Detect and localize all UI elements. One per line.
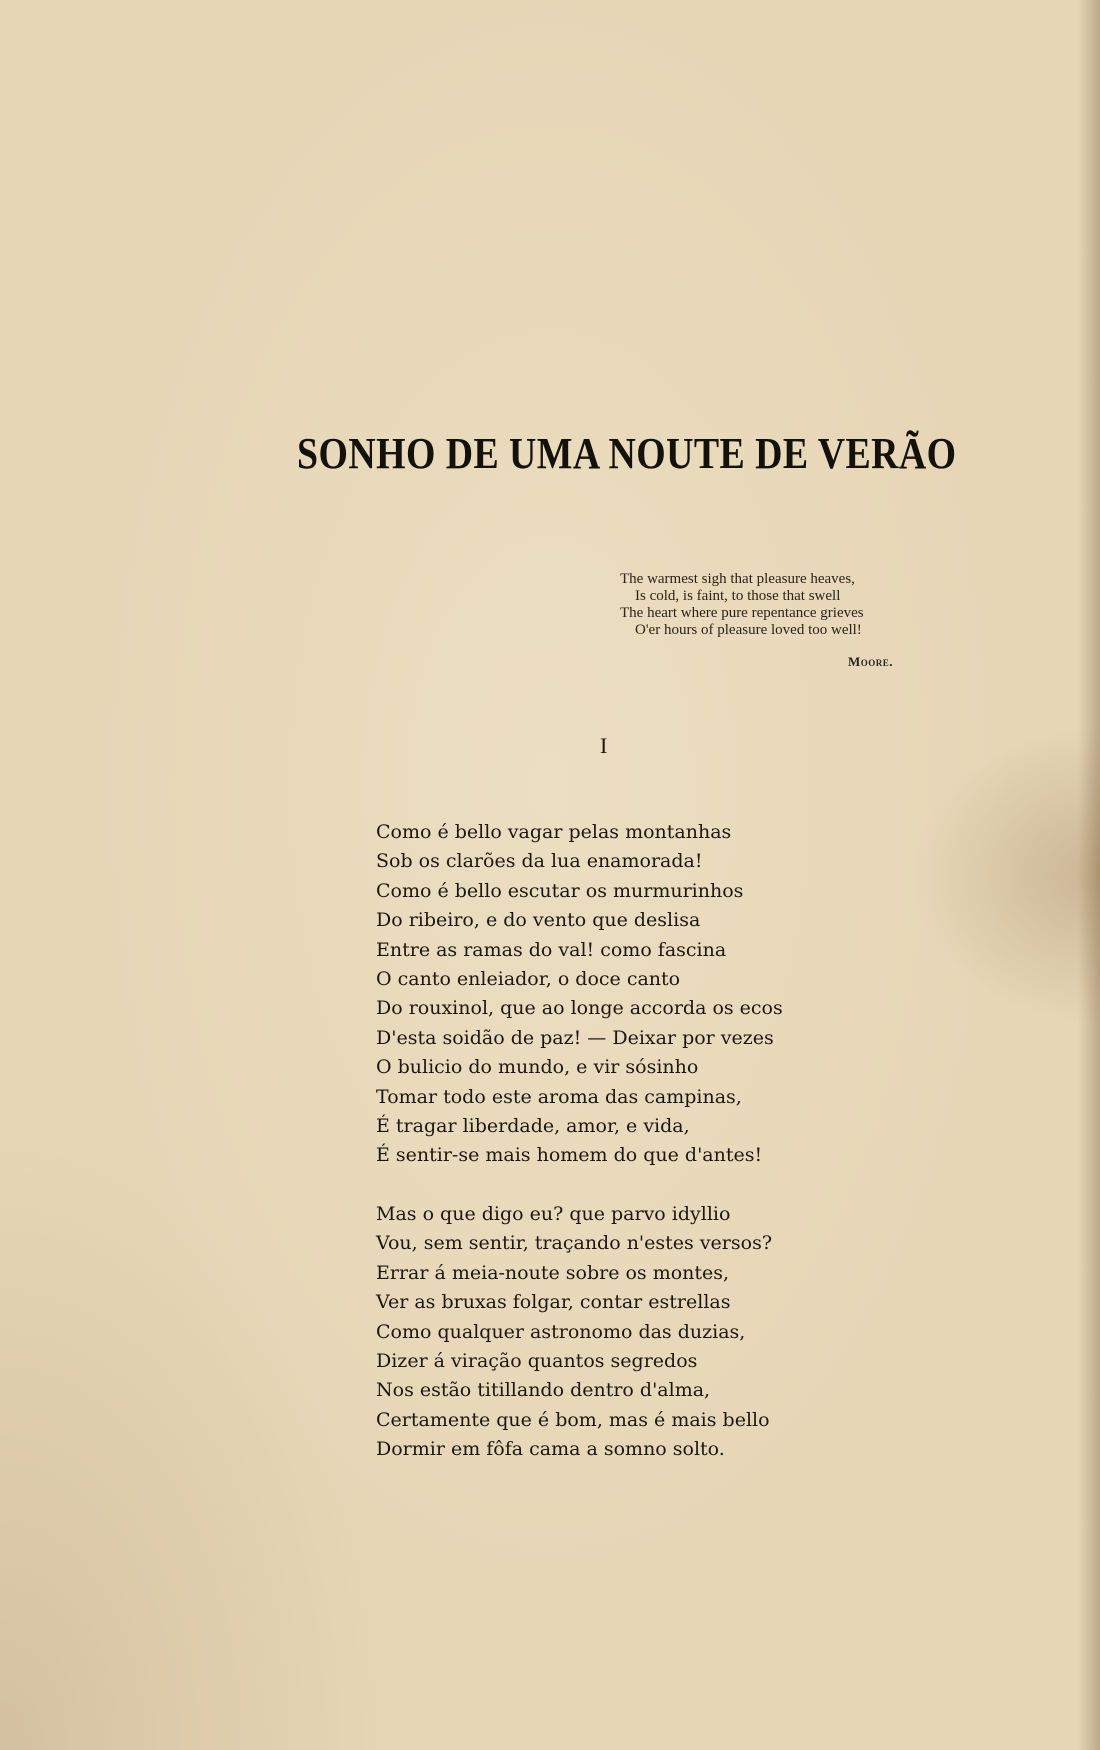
verse-line: É tragar liberdade, amor, e vida, (376, 1115, 690, 1138)
verse-line: Dormir em fôfa cama a somno solto. (376, 1438, 725, 1461)
epigraph-attribution: Moore. (848, 654, 894, 669)
verse-line: D'esta soidão de paz! — Deixar por vezes (376, 1026, 774, 1049)
verse-line: Vou, sem sentir, traçando n'estes versos? (376, 1232, 773, 1255)
verse-line: Como qualquer astronomo das duzias, (376, 1320, 746, 1343)
verse-line: Nos estão titillando dentro d'alma, (376, 1379, 711, 1402)
page-edge-shadow (1078, 0, 1100, 1750)
verse-line: É sentir-se mais homem do que d'antes! (376, 1144, 763, 1167)
epigraph (620, 571, 960, 639)
epigraph-line: O'er hours of pleasure loved too well! (635, 622, 862, 638)
epigraph-line: The warmest sigh that pleasure heaves, (620, 571, 855, 587)
verse-line: Mas o que digo eu? que parvo idyllio (376, 1202, 731, 1225)
poem-body (376, 818, 936, 1494)
verse-line: Como é bello vagar pelas montanhas (376, 821, 732, 843)
stanza (376, 818, 936, 1171)
section-number: I (600, 733, 608, 758)
verse-line: O canto enleiador, o doce canto (376, 968, 681, 991)
verse-line: Como é bello escutar os murmurinhos (376, 879, 744, 902)
verse-line: Do rouxinol, que ao longe accorda os ecos (376, 997, 783, 1020)
epigraph-line: The heart where pure repentance grieves (620, 605, 864, 621)
verse-line: Dizer á viração quantos segredos (376, 1349, 698, 1372)
verse-line: Tomar todo este aroma das campinas, (376, 1085, 742, 1108)
verse-line: Do ribeiro, e do vento que deslisa (376, 909, 701, 932)
stanza (376, 1200, 936, 1465)
verse-line: Sob os clarões da lua enamorada! (376, 850, 703, 873)
verse-line: Entre as ramas do val! como fascina (376, 938, 727, 961)
verse-line: Certamente que é bom, mas é mais bello (376, 1408, 770, 1431)
poem-title: SONHO DE UMA NOUTE DE VERÃO (297, 429, 957, 478)
verse-line: Ver as bruxas folgar, contar estrellas (376, 1291, 731, 1314)
verse-line: Errar á meia-noute sobre os montes, (376, 1261, 730, 1284)
epigraph-line: Is cold, is faint, to those that swell (635, 588, 841, 604)
verse-line: O bulicio do mundo, e vir sósinho (376, 1056, 699, 1079)
